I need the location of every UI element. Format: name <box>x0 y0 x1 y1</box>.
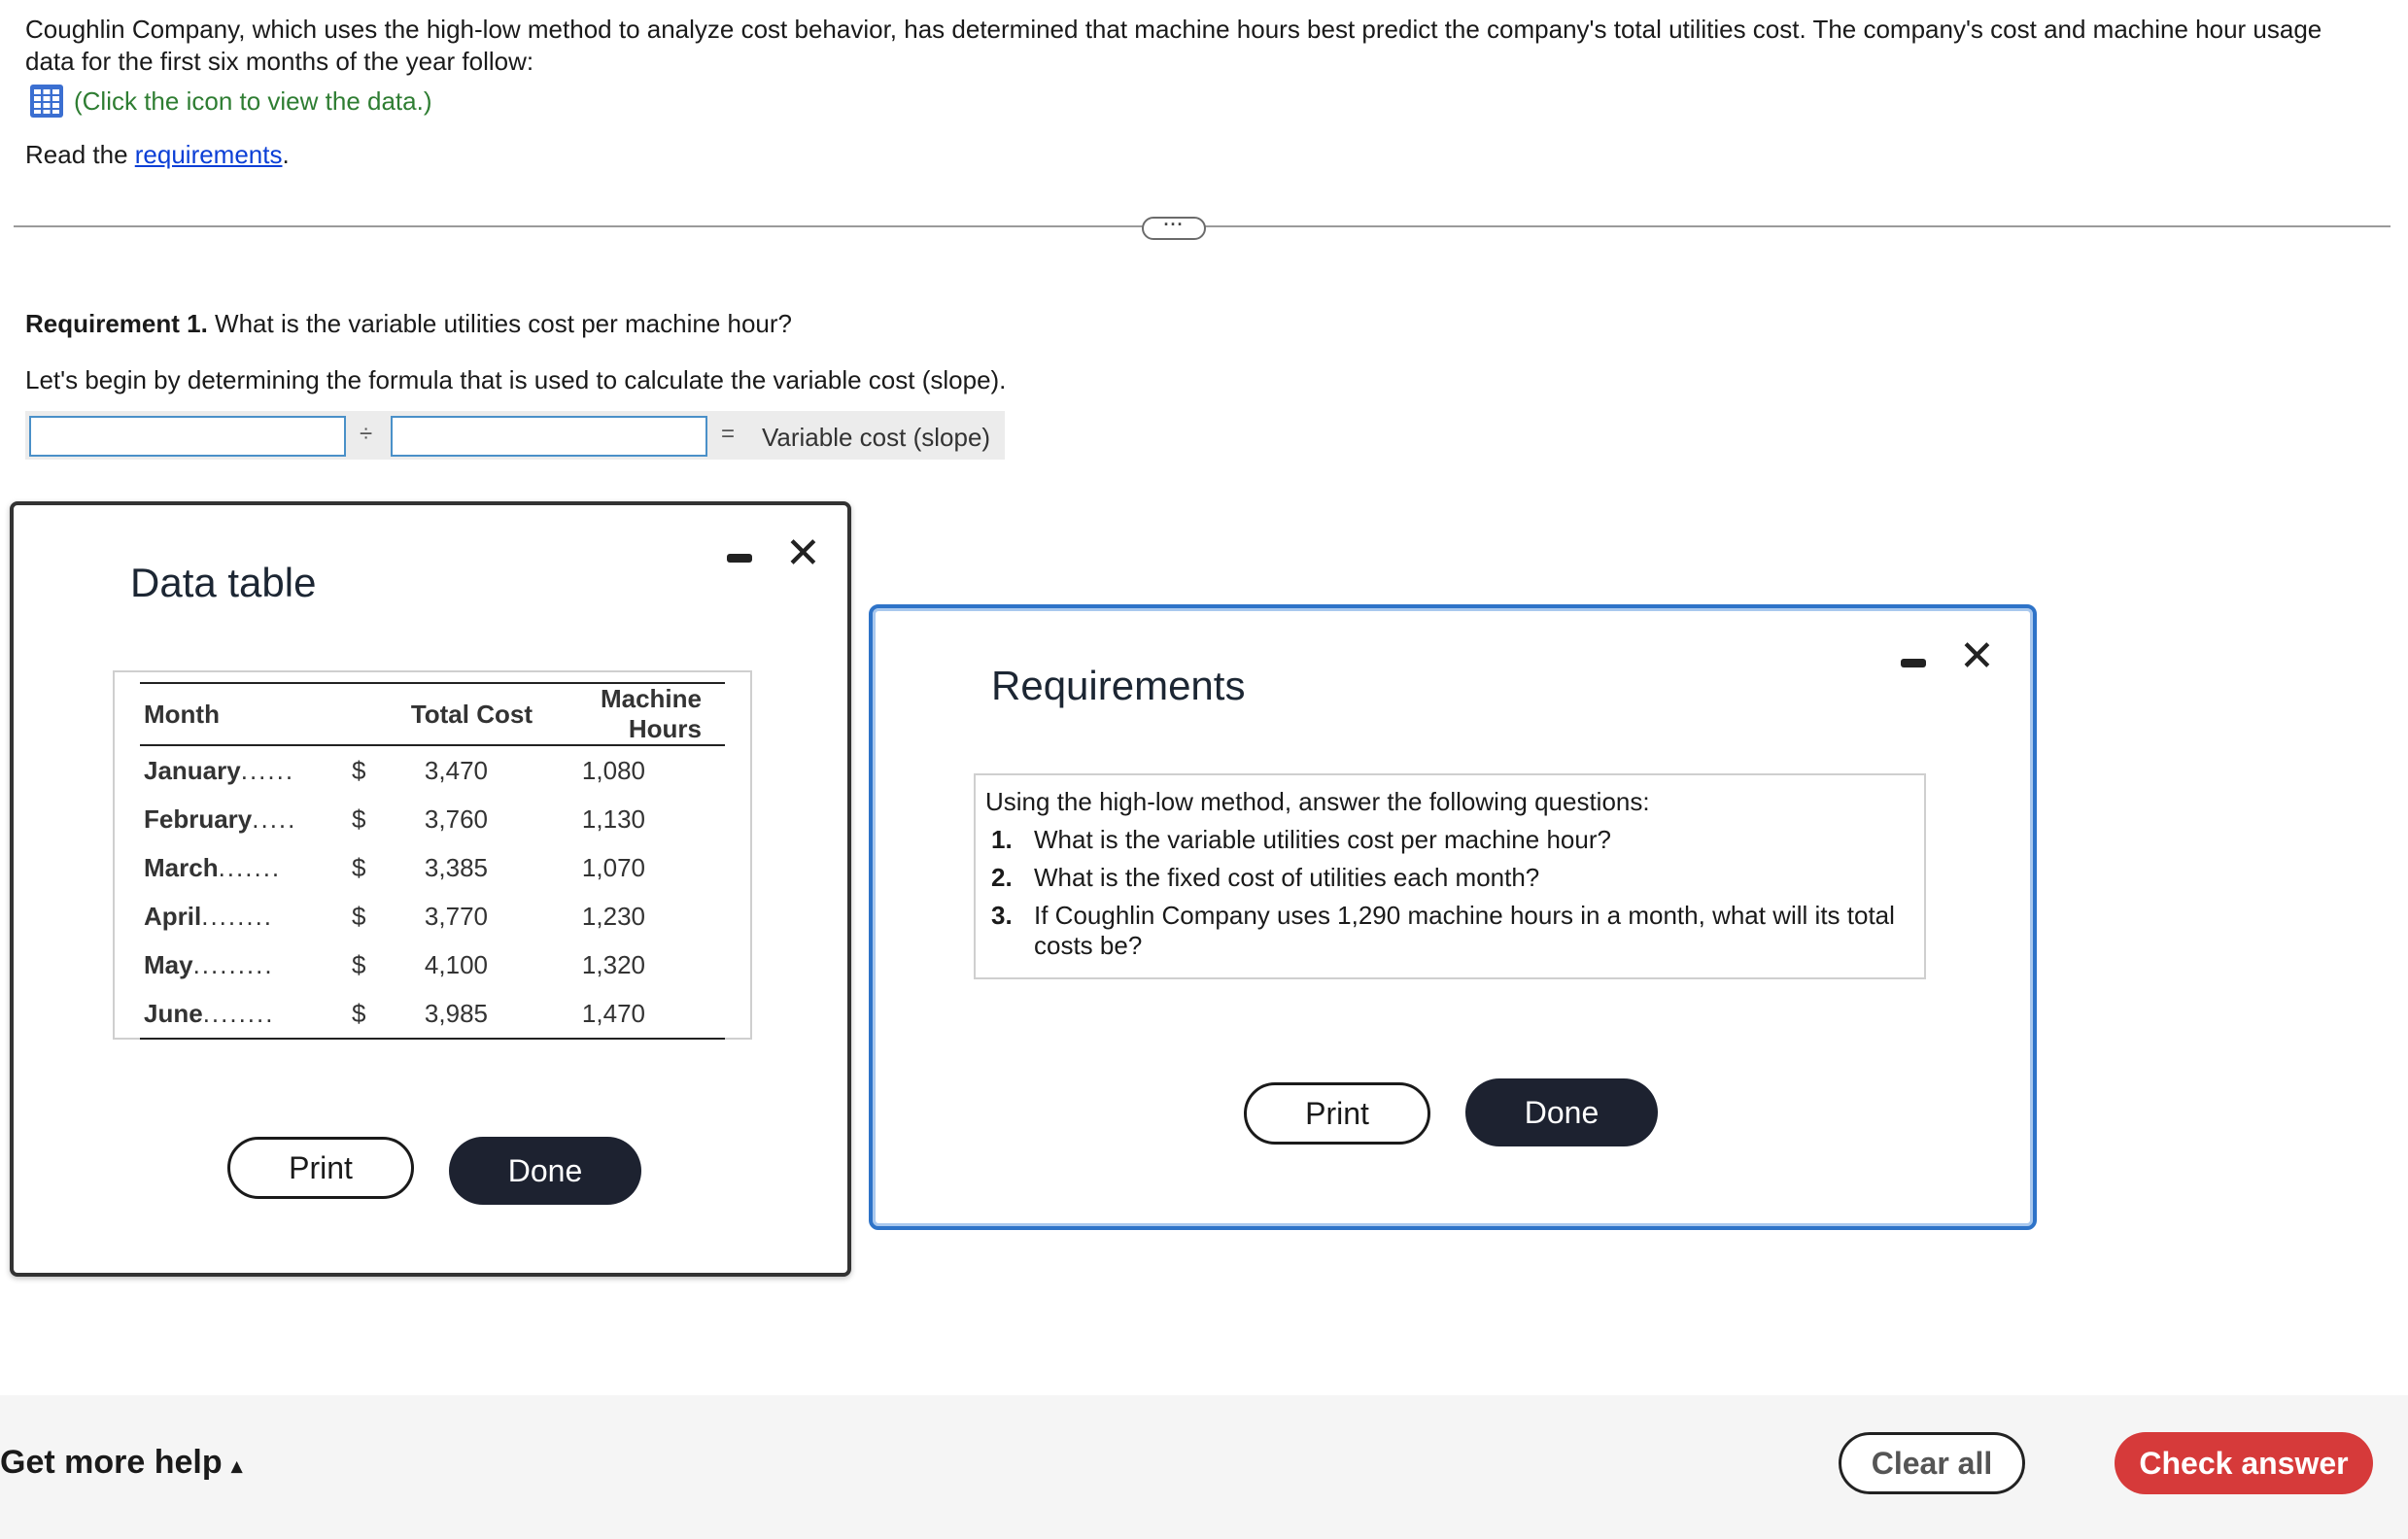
expand-more-button[interactable]: ··· <box>1142 217 1206 240</box>
requirement-number: 3. <box>991 901 1013 930</box>
requirement-item <box>976 825 1924 855</box>
requirements-dialog <box>869 604 2037 1230</box>
read-suffix: . <box>282 140 290 169</box>
requirement-number: 1. <box>991 825 1013 854</box>
requirements-link[interactable]: requirements <box>134 140 283 169</box>
requirement-item <box>976 901 1924 961</box>
read-prefix: Read the <box>25 140 135 169</box>
machine-hours-cell: 1,320 <box>581 949 645 979</box>
get-more-help-button[interactable] <box>0 1444 242 1482</box>
month-name: June <box>144 998 203 1028</box>
total-cost-cell: 3,385 <box>424 852 488 882</box>
total-cost-cell: 3,770 <box>424 901 488 931</box>
table-grid-icon[interactable] <box>29 84 64 119</box>
month-name: February <box>144 804 253 834</box>
data-hint-text[interactable]: (Click the icon to view the data.) <box>74 86 432 116</box>
leader-dots: ...... <box>240 755 295 785</box>
requirement1-instruction: Let's begin by determining the formula that is used to calculate the variable cost (slope). <box>25 365 1007 394</box>
data-table-box <box>113 670 752 1040</box>
machine-hours-cell: 1,470 <box>581 998 645 1028</box>
header-total-cost: Total Cost <box>410 699 533 729</box>
requirements-print-button[interactable]: Print <box>1244 1082 1430 1145</box>
requirement-number: 2. <box>991 863 1013 892</box>
requirement-text: What is the fixed cost of utilities each month? <box>1034 863 1540 892</box>
requirement-item <box>976 863 1924 893</box>
table-row <box>140 843 725 892</box>
minimize-icon[interactable] <box>727 554 752 563</box>
month-cell <box>140 892 352 940</box>
requirement1-question <box>25 309 792 339</box>
requirement1-text: What is the variable utilities cost per machine hour? <box>207 309 793 338</box>
month-cell <box>140 989 352 1039</box>
leader-dots: ........ <box>202 998 275 1028</box>
minimize-icon[interactable] <box>1901 659 1926 667</box>
footer-bar <box>0 1395 2408 1539</box>
leader-dots: ......... <box>192 949 274 979</box>
formula-row <box>25 411 1005 460</box>
month-cell <box>140 843 352 892</box>
table-row <box>140 940 725 989</box>
data-table-dialog <box>10 501 851 1277</box>
month-cell <box>140 940 352 989</box>
requirement-text: What is the variable utilities cost per machine hour? <box>1034 825 1611 854</box>
requirements-done-button[interactable]: Done <box>1465 1078 1658 1146</box>
machine-hours-cell: 1,130 <box>581 804 645 834</box>
month-name: April <box>144 901 202 931</box>
table-row <box>140 745 725 795</box>
total-cost-cell: 3,760 <box>424 804 488 834</box>
leader-dots: ..... <box>252 804 297 834</box>
month-cell <box>140 795 352 843</box>
caret-up-icon[interactable]: ▴ <box>231 1454 243 1478</box>
leader-dots: ........ <box>201 901 274 931</box>
requirements-list <box>976 825 1924 961</box>
total-cost-cell: 3,985 <box>424 998 488 1028</box>
table-row <box>140 795 725 843</box>
divide-operator: ÷ <box>360 421 373 447</box>
currency-cell: $ <box>352 852 366 882</box>
total-cost-cell: 3,470 <box>424 755 488 785</box>
data-table-print-button[interactable]: Print <box>227 1137 414 1199</box>
header-machine-hours: Machine Hours <box>600 684 702 743</box>
data-table-title: Data table <box>130 560 317 605</box>
data-hint[interactable] <box>29 84 432 119</box>
close-icon[interactable]: ✕ <box>1959 633 1995 680</box>
table-row <box>140 989 725 1039</box>
clear-all-button[interactable]: Clear all <box>1839 1432 2025 1494</box>
question-text: Coughlin Company, which uses the high-low method to analyze cost behavior, has determined that machine hours best predict the company's total utilities cost. The company's cost and machine hour usage data for the first six months of the year follow: <box>25 15 2322 76</box>
month-name: May <box>144 949 193 979</box>
equals-sign: = <box>721 421 736 447</box>
requirements-intro: Using the high-low method, answer the following questions: <box>985 787 1650 816</box>
cost-data-table <box>140 682 725 1040</box>
currency-cell: $ <box>352 949 366 979</box>
help-label[interactable]: Get more help <box>0 1444 223 1481</box>
month-name: March <box>144 852 219 882</box>
requirement1-label: Requirement 1. <box>25 309 208 338</box>
machine-hours-cell: 1,070 <box>581 852 645 882</box>
month-name: January <box>144 755 241 785</box>
currency-cell: $ <box>352 755 366 785</box>
currency-cell: $ <box>352 998 366 1028</box>
machine-hours-cell: 1,230 <box>581 901 645 931</box>
currency-cell: $ <box>352 804 366 834</box>
requirements-box <box>974 773 1926 979</box>
total-cost-cell: 4,100 <box>424 949 488 979</box>
machine-hours-cell: 1,080 <box>581 755 645 785</box>
check-answer-button[interactable]: Check answer <box>2115 1432 2373 1494</box>
close-icon[interactable]: ✕ <box>785 530 821 577</box>
month-cell <box>140 745 352 795</box>
formula-result-label: Variable cost (slope) <box>762 423 991 452</box>
formula-denominator-input[interactable] <box>391 416 707 457</box>
formula-numerator-input[interactable] <box>29 416 346 457</box>
requirement-text: If Coughlin Company uses 1,290 machine hours in a month, what will its total costs be? <box>1034 901 1895 960</box>
table-row <box>140 892 725 940</box>
table-header-row <box>140 683 725 745</box>
header-month: Month <box>144 699 220 729</box>
requirements-title: Requirements <box>991 663 1246 708</box>
read-requirements <box>25 140 290 170</box>
leader-dots: ....... <box>218 852 282 882</box>
data-table-done-button[interactable]: Done <box>449 1137 641 1205</box>
currency-cell: $ <box>352 901 366 931</box>
